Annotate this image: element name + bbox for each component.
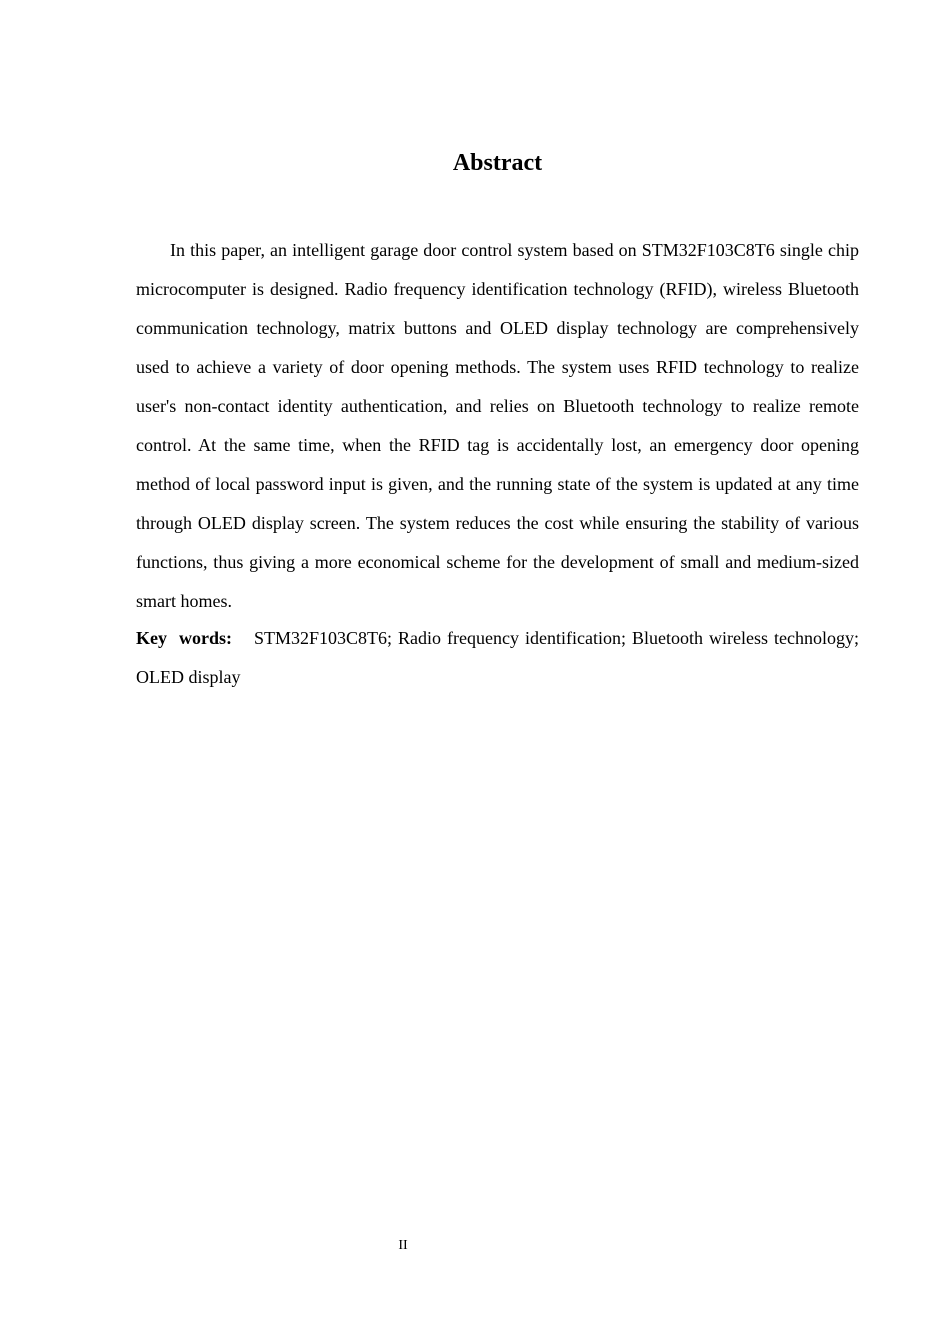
page-number: II [398,1238,408,1253]
keywords-text: STM32F103C8T6; Radio frequency identification; Bluetooth wireless technology; OLED display [136,628,859,687]
keywords-line [136,619,859,697]
keywords-label: Key words: [136,628,232,648]
abstract-paragraph: In this paper, an intelligent garage door control system based on STM32F103C8T6 single chip microcomputer is designed. Radio frequency identification technology (RFID), wireless Bluetooth communication technology, matrix buttons and OLED display technology are comprehensively used to achieve a variety of door opening methods. The system uses RFID technology to realize user's non-contact identity authentication, and relies on Bluetooth technology to realize remote control. At the same time, when the RFID tag is accidentally lost, an emergency door opening method of local password input is given, and the running state of the system is updated at any time through OLED display screen. The system reduces the cost while ensuring the stability of various functions, thus giving a more economical scheme for the development of small and medium-sized smart homes. [136,240,859,611]
page-title: Abstract [452,150,543,176]
